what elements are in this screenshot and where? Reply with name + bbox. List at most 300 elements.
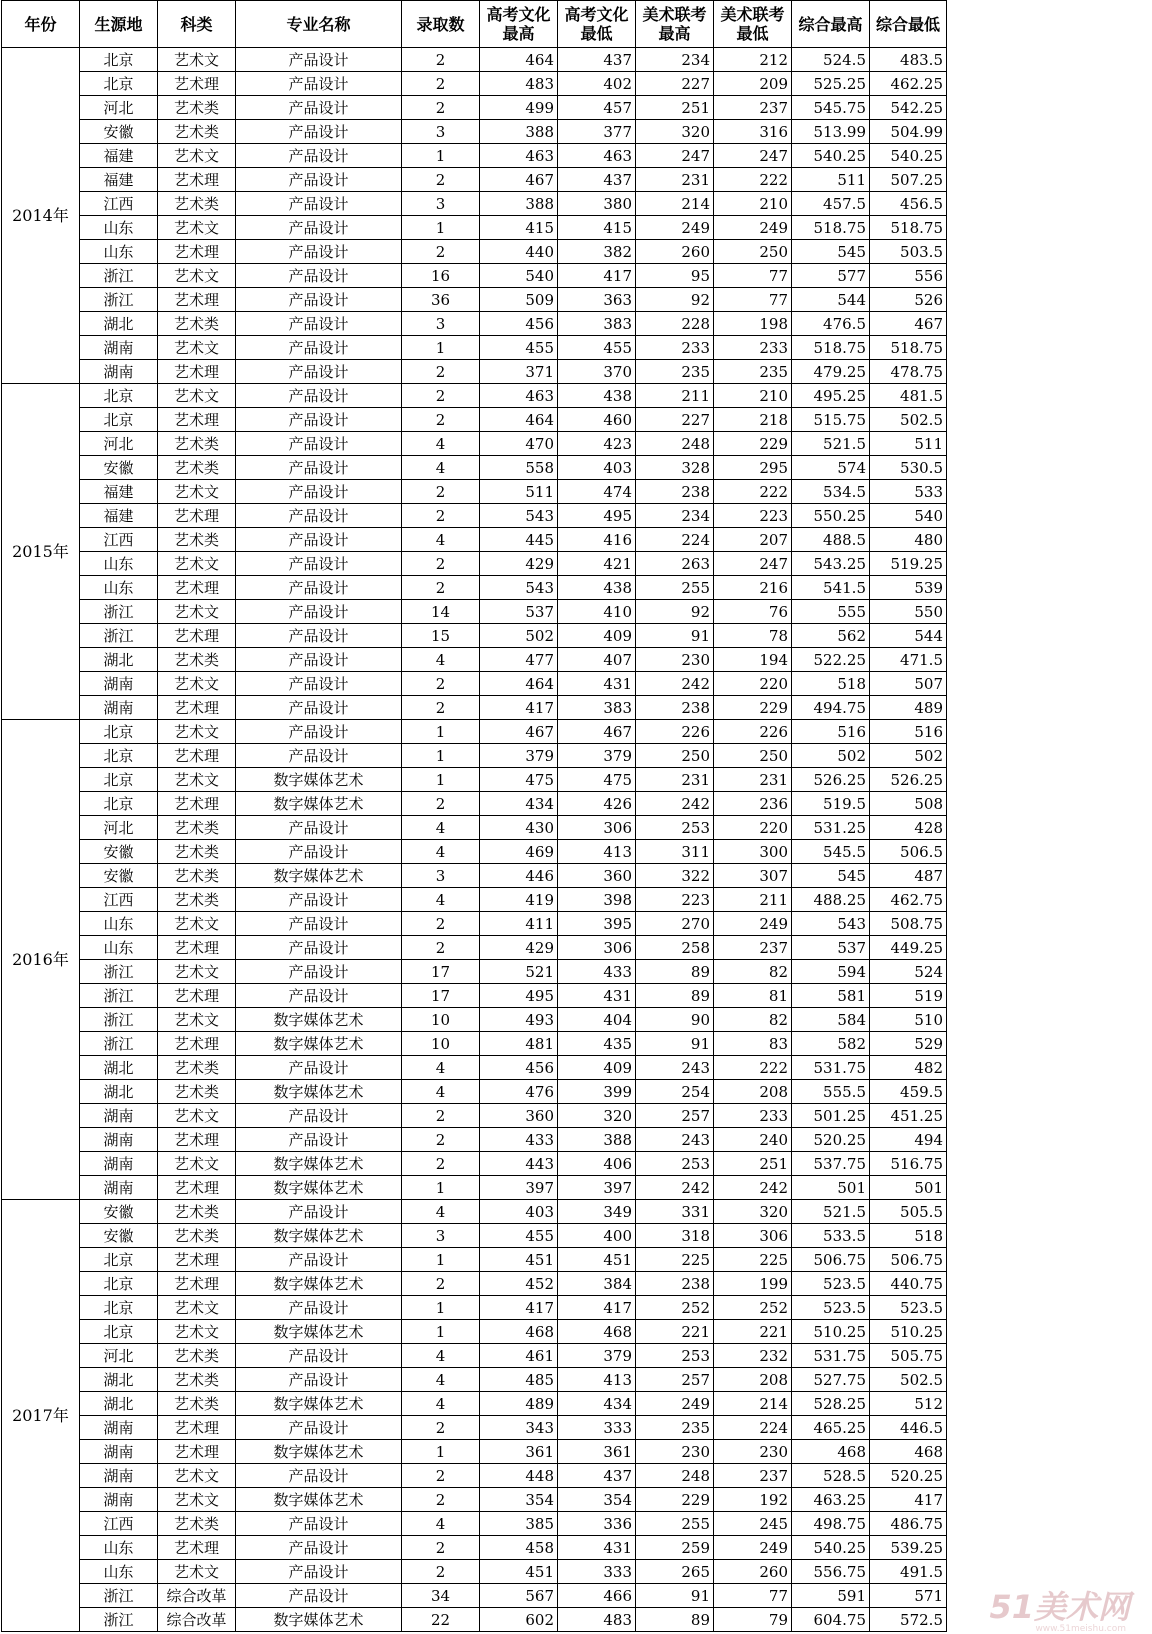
total-max-cell: 545.75 [792, 96, 870, 120]
major-cell: 产品设计 [236, 96, 402, 120]
art-min-cell: 209 [714, 72, 792, 96]
art-max-cell: 238 [636, 696, 714, 720]
gaokao-min-cell: 463 [558, 144, 636, 168]
total-max-cell: 506.75 [792, 1248, 870, 1272]
total-min-cell: 456.5 [870, 192, 947, 216]
gaokao-max-cell: 429 [480, 936, 558, 960]
category-cell: 艺术文 [158, 264, 236, 288]
major-cell: 产品设计 [236, 1344, 402, 1368]
major-cell: 产品设计 [236, 1128, 402, 1152]
total-max-cell: 468 [792, 1440, 870, 1464]
gaokao-max-cell: 445 [480, 528, 558, 552]
table-row [2, 744, 947, 768]
gaokao-max-cell: 360 [480, 1104, 558, 1128]
art-min-cell: 82 [714, 960, 792, 984]
gaokao-min-cell: 475 [558, 768, 636, 792]
table-row [2, 1176, 947, 1200]
art-max-cell: 226 [636, 720, 714, 744]
art-min-cell: 81 [714, 984, 792, 1008]
major-cell: 产品设计 [236, 1056, 402, 1080]
table-row [2, 96, 947, 120]
art-min-cell: 77 [714, 1584, 792, 1608]
art-min-cell: 210 [714, 384, 792, 408]
art-max-cell: 234 [636, 504, 714, 528]
year-cell: 2014年 [2, 48, 80, 384]
total-max-cell: 604.75 [792, 1608, 870, 1632]
art-min-cell: 237 [714, 936, 792, 960]
admitted-cell: 1 [402, 144, 480, 168]
art-max-cell: 231 [636, 768, 714, 792]
art-min-cell: 78 [714, 624, 792, 648]
gaokao-max-cell: 371 [480, 360, 558, 384]
admitted-cell: 2 [402, 360, 480, 384]
gaokao-max-cell: 476 [480, 1080, 558, 1104]
table-row [2, 432, 947, 456]
major-cell: 数字媒体艺术 [236, 1176, 402, 1200]
category-cell: 艺术类 [158, 864, 236, 888]
total-min-cell: 491.5 [870, 1560, 947, 1584]
col-major-header: 专业名称 [236, 1, 402, 48]
category-cell: 艺术文 [158, 600, 236, 624]
category-cell: 艺术理 [158, 1248, 236, 1272]
category-cell: 艺术类 [158, 528, 236, 552]
origin-cell: 湖南 [80, 360, 158, 384]
admitted-cell: 3 [402, 192, 480, 216]
gaokao-min-cell: 349 [558, 1200, 636, 1224]
gaokao-max-cell: 343 [480, 1416, 558, 1440]
admitted-cell: 2 [402, 1488, 480, 1512]
total-max-cell: 537 [792, 936, 870, 960]
total-min-cell: 539 [870, 576, 947, 600]
admitted-cell: 16 [402, 264, 480, 288]
art-min-cell: 79 [714, 1608, 792, 1632]
origin-cell: 浙江 [80, 1008, 158, 1032]
gaokao-min-cell: 379 [558, 1344, 636, 1368]
total-max-cell: 522.25 [792, 648, 870, 672]
art-max-cell: 320 [636, 120, 714, 144]
major-cell: 产品设计 [236, 1248, 402, 1272]
major-cell: 产品设计 [236, 336, 402, 360]
table-row [2, 240, 947, 264]
major-cell: 数字媒体艺术 [236, 1224, 402, 1248]
major-cell: 产品设计 [236, 240, 402, 264]
total-max-cell: 518.75 [792, 336, 870, 360]
gaokao-max-cell: 385 [480, 1512, 558, 1536]
art-min-cell: 222 [714, 1056, 792, 1080]
total-max-cell: 465.25 [792, 1416, 870, 1440]
major-cell: 产品设计 [236, 168, 402, 192]
admitted-cell: 1 [402, 1176, 480, 1200]
table-row [2, 288, 947, 312]
origin-cell: 北京 [80, 1320, 158, 1344]
table-row [2, 216, 947, 240]
gaokao-min-cell: 437 [558, 168, 636, 192]
gaokao-min-cell: 416 [558, 528, 636, 552]
table-row [2, 1464, 947, 1488]
category-cell: 艺术类 [158, 888, 236, 912]
admitted-cell: 1 [402, 1320, 480, 1344]
table-row [2, 168, 947, 192]
art-max-cell: 250 [636, 744, 714, 768]
art-min-cell: 306 [714, 1224, 792, 1248]
category-cell: 艺术文 [158, 1008, 236, 1032]
art-max-cell: 234 [636, 48, 714, 72]
gaokao-max-cell: 456 [480, 1056, 558, 1080]
total-min-cell: 520.25 [870, 1464, 947, 1488]
art-max-cell: 263 [636, 552, 714, 576]
total-min-cell: 507 [870, 672, 947, 696]
gaokao-min-cell: 451 [558, 1248, 636, 1272]
origin-cell: 湖北 [80, 312, 158, 336]
major-cell: 产品设计 [236, 1512, 402, 1536]
gaokao-max-cell: 458 [480, 1536, 558, 1560]
art-max-cell: 328 [636, 456, 714, 480]
table-row [2, 984, 947, 1008]
art-min-cell: 240 [714, 1128, 792, 1152]
category-cell: 艺术文 [158, 1320, 236, 1344]
col-art-min-header: 美术联考最低 [714, 1, 792, 48]
total-min-cell: 542.25 [870, 96, 947, 120]
total-max-cell: 584 [792, 1008, 870, 1032]
total-max-cell: 540.25 [792, 144, 870, 168]
gaokao-max-cell: 448 [480, 1464, 558, 1488]
art-max-cell: 91 [636, 624, 714, 648]
major-cell: 产品设计 [236, 1560, 402, 1584]
art-max-cell: 242 [636, 792, 714, 816]
major-cell: 产品设计 [236, 720, 402, 744]
admitted-cell: 2 [402, 72, 480, 96]
admitted-cell: 2 [402, 1128, 480, 1152]
major-cell: 产品设计 [236, 744, 402, 768]
total-max-cell: 534.5 [792, 480, 870, 504]
total-min-cell: 462.75 [870, 888, 947, 912]
table-row [2, 1344, 947, 1368]
table-row [2, 648, 947, 672]
origin-cell: 江西 [80, 888, 158, 912]
total-min-cell: 539.25 [870, 1536, 947, 1560]
gaokao-max-cell: 467 [480, 168, 558, 192]
category-cell: 艺术文 [158, 144, 236, 168]
art-max-cell: 231 [636, 168, 714, 192]
admitted-cell: 4 [402, 1392, 480, 1416]
table-row [2, 120, 947, 144]
total-max-cell: 545 [792, 240, 870, 264]
admitted-cell: 3 [402, 1224, 480, 1248]
total-max-cell: 555 [792, 600, 870, 624]
table-row [2, 504, 947, 528]
major-cell: 产品设计 [236, 1584, 402, 1608]
major-cell: 产品设计 [236, 888, 402, 912]
gaokao-min-cell: 413 [558, 840, 636, 864]
total-min-cell: 440.75 [870, 1272, 947, 1296]
art-max-cell: 311 [636, 840, 714, 864]
major-cell: 数字媒体艺术 [236, 792, 402, 816]
origin-cell: 浙江 [80, 288, 158, 312]
gaokao-min-cell: 361 [558, 1440, 636, 1464]
table-row [2, 672, 947, 696]
category-cell: 艺术理 [158, 624, 236, 648]
art-max-cell: 265 [636, 1560, 714, 1584]
table-row [2, 1488, 947, 1512]
table-row [2, 936, 947, 960]
gaokao-max-cell: 483 [480, 72, 558, 96]
total-min-cell: 506.75 [870, 1248, 947, 1272]
origin-cell: 湖南 [80, 672, 158, 696]
art-min-cell: 249 [714, 216, 792, 240]
origin-cell: 浙江 [80, 984, 158, 1008]
gaokao-min-cell: 417 [558, 264, 636, 288]
art-max-cell: 92 [636, 288, 714, 312]
table-row [2, 864, 947, 888]
gaokao-max-cell: 495 [480, 984, 558, 1008]
art-max-cell: 224 [636, 528, 714, 552]
table-row [2, 192, 947, 216]
major-cell: 数字媒体艺术 [236, 864, 402, 888]
major-cell: 数字媒体艺术 [236, 1152, 402, 1176]
category-cell: 艺术类 [158, 96, 236, 120]
admitted-cell: 36 [402, 288, 480, 312]
origin-cell: 湖南 [80, 1464, 158, 1488]
origin-cell: 山东 [80, 240, 158, 264]
gaokao-max-cell: 511 [480, 480, 558, 504]
origin-cell: 安徽 [80, 120, 158, 144]
art-max-cell: 248 [636, 1464, 714, 1488]
category-cell: 艺术文 [158, 48, 236, 72]
table-row [2, 336, 947, 360]
table-row [2, 1128, 947, 1152]
art-min-cell: 214 [714, 1392, 792, 1416]
admitted-cell: 14 [402, 600, 480, 624]
total-max-cell: 581 [792, 984, 870, 1008]
total-min-cell: 571 [870, 1584, 947, 1608]
total-max-cell: 457.5 [792, 192, 870, 216]
art-max-cell: 253 [636, 816, 714, 840]
gaokao-min-cell: 400 [558, 1224, 636, 1248]
art-max-cell: 260 [636, 240, 714, 264]
col-origin-header: 生源地 [80, 1, 158, 48]
table-row [2, 528, 947, 552]
major-cell: 产品设计 [236, 912, 402, 936]
art-max-cell: 90 [636, 1008, 714, 1032]
gaokao-min-cell: 483 [558, 1608, 636, 1632]
gaokao-min-cell: 415 [558, 216, 636, 240]
art-min-cell: 247 [714, 552, 792, 576]
category-cell: 艺术类 [158, 1368, 236, 1392]
gaokao-min-cell: 437 [558, 48, 636, 72]
major-cell: 产品设计 [236, 1536, 402, 1560]
table-row [2, 552, 947, 576]
col-total-max-header: 综合最高 [792, 1, 870, 48]
total-max-cell: 479.25 [792, 360, 870, 384]
gaokao-min-cell: 333 [558, 1560, 636, 1584]
total-min-cell: 502.5 [870, 1368, 947, 1392]
art-max-cell: 257 [636, 1368, 714, 1392]
art-max-cell: 235 [636, 360, 714, 384]
gaokao-max-cell: 558 [480, 456, 558, 480]
art-max-cell: 252 [636, 1296, 714, 1320]
table-row [2, 480, 947, 504]
admitted-cell: 1 [402, 1440, 480, 1464]
major-cell: 产品设计 [236, 696, 402, 720]
admitted-cell: 2 [402, 1272, 480, 1296]
admitted-cell: 2 [402, 1104, 480, 1128]
origin-cell: 湖南 [80, 1488, 158, 1512]
table-row [2, 1032, 947, 1056]
year-cell: 2016年 [2, 720, 80, 1200]
category-cell: 艺术理 [158, 504, 236, 528]
total-min-cell: 502.5 [870, 408, 947, 432]
admitted-cell: 4 [402, 840, 480, 864]
art-max-cell: 242 [636, 1176, 714, 1200]
total-min-cell: 486.75 [870, 1512, 947, 1536]
art-min-cell: 221 [714, 1320, 792, 1344]
admitted-cell: 2 [402, 792, 480, 816]
total-min-cell: 519.25 [870, 552, 947, 576]
major-cell: 产品设计 [236, 384, 402, 408]
major-cell: 产品设计 [236, 456, 402, 480]
total-min-cell: 506.5 [870, 840, 947, 864]
art-max-cell: 318 [636, 1224, 714, 1248]
gaokao-min-cell: 438 [558, 576, 636, 600]
art-min-cell: 212 [714, 48, 792, 72]
gaokao-min-cell: 363 [558, 288, 636, 312]
origin-cell: 北京 [80, 720, 158, 744]
art-min-cell: 320 [714, 1200, 792, 1224]
gaokao-max-cell: 509 [480, 288, 558, 312]
admitted-cell: 3 [402, 120, 480, 144]
total-max-cell: 494.75 [792, 696, 870, 720]
table-row [2, 1080, 947, 1104]
major-cell: 产品设计 [236, 192, 402, 216]
table-row [2, 384, 947, 408]
major-cell: 产品设计 [236, 600, 402, 624]
table-row [2, 312, 947, 336]
total-min-cell: 428 [870, 816, 947, 840]
major-cell: 产品设计 [236, 408, 402, 432]
gaokao-min-cell: 370 [558, 360, 636, 384]
col-year-header: 年份 [2, 1, 80, 48]
art-min-cell: 242 [714, 1176, 792, 1200]
category-cell: 艺术文 [158, 1296, 236, 1320]
table-row [2, 1584, 947, 1608]
art-max-cell: 257 [636, 1104, 714, 1128]
category-cell: 艺术类 [158, 1512, 236, 1536]
gaokao-max-cell: 602 [480, 1608, 558, 1632]
gaokao-min-cell: 423 [558, 432, 636, 456]
major-cell: 产品设计 [236, 960, 402, 984]
gaokao-min-cell: 409 [558, 624, 636, 648]
gaokao-min-cell: 306 [558, 816, 636, 840]
art-min-cell: 211 [714, 888, 792, 912]
table-row [2, 264, 947, 288]
table-row [2, 1608, 947, 1632]
category-cell: 艺术类 [158, 648, 236, 672]
gaokao-max-cell: 446 [480, 864, 558, 888]
major-cell: 数字媒体艺术 [236, 1608, 402, 1632]
major-cell: 数字媒体艺术 [236, 1320, 402, 1344]
gaokao-max-cell: 521 [480, 960, 558, 984]
gaokao-max-cell: 502 [480, 624, 558, 648]
table-row [2, 912, 947, 936]
major-cell: 产品设计 [236, 288, 402, 312]
table-row [2, 1224, 947, 1248]
table-row [2, 888, 947, 912]
art-max-cell: 211 [636, 384, 714, 408]
total-max-cell: 582 [792, 1032, 870, 1056]
total-min-cell: 519 [870, 984, 947, 1008]
total-max-cell: 543.25 [792, 552, 870, 576]
category-cell: 艺术理 [158, 696, 236, 720]
art-max-cell: 243 [636, 1128, 714, 1152]
table-body [2, 48, 947, 1632]
major-cell: 数字媒体艺术 [236, 1272, 402, 1296]
category-cell: 艺术文 [158, 1152, 236, 1176]
total-min-cell: 523.5 [870, 1296, 947, 1320]
art-min-cell: 222 [714, 168, 792, 192]
origin-cell: 浙江 [80, 1608, 158, 1632]
table-row [2, 144, 947, 168]
major-cell: 产品设计 [236, 504, 402, 528]
art-max-cell: 247 [636, 144, 714, 168]
admitted-cell: 17 [402, 960, 480, 984]
art-max-cell: 270 [636, 912, 714, 936]
total-max-cell: 511 [792, 168, 870, 192]
total-min-cell: 544 [870, 624, 947, 648]
art-max-cell: 258 [636, 936, 714, 960]
admitted-cell: 10 [402, 1008, 480, 1032]
gaokao-min-cell: 383 [558, 312, 636, 336]
art-max-cell: 253 [636, 1152, 714, 1176]
table-row [2, 1056, 947, 1080]
origin-cell: 浙江 [80, 600, 158, 624]
origin-cell: 山东 [80, 1560, 158, 1584]
gaokao-min-cell: 382 [558, 240, 636, 264]
gaokao-max-cell: 388 [480, 192, 558, 216]
art-min-cell: 249 [714, 1536, 792, 1560]
total-max-cell: 556.75 [792, 1560, 870, 1584]
art-min-cell: 82 [714, 1008, 792, 1032]
total-max-cell: 502 [792, 744, 870, 768]
gaokao-min-cell: 457 [558, 96, 636, 120]
major-cell: 数字媒体艺术 [236, 1440, 402, 1464]
admitted-cell: 1 [402, 1248, 480, 1272]
total-min-cell: 533 [870, 480, 947, 504]
category-cell: 艺术类 [158, 1056, 236, 1080]
category-cell: 艺术理 [158, 984, 236, 1008]
total-min-cell: 518.75 [870, 216, 947, 240]
category-cell: 艺术理 [158, 744, 236, 768]
origin-cell: 湖南 [80, 1440, 158, 1464]
table-row [2, 696, 947, 720]
art-max-cell: 95 [636, 264, 714, 288]
art-max-cell: 91 [636, 1584, 714, 1608]
category-cell: 艺术理 [158, 1176, 236, 1200]
gaokao-min-cell: 395 [558, 912, 636, 936]
gaokao-max-cell: 379 [480, 744, 558, 768]
gaokao-max-cell: 411 [480, 912, 558, 936]
major-cell: 产品设计 [236, 624, 402, 648]
art-min-cell: 300 [714, 840, 792, 864]
origin-cell: 浙江 [80, 624, 158, 648]
art-min-cell: 307 [714, 864, 792, 888]
gaokao-max-cell: 463 [480, 144, 558, 168]
admitted-cell: 2 [402, 1416, 480, 1440]
total-max-cell: 525.25 [792, 72, 870, 96]
art-max-cell: 89 [636, 1608, 714, 1632]
art-min-cell: 220 [714, 672, 792, 696]
admitted-cell: 34 [402, 1584, 480, 1608]
category-cell: 艺术理 [158, 576, 236, 600]
